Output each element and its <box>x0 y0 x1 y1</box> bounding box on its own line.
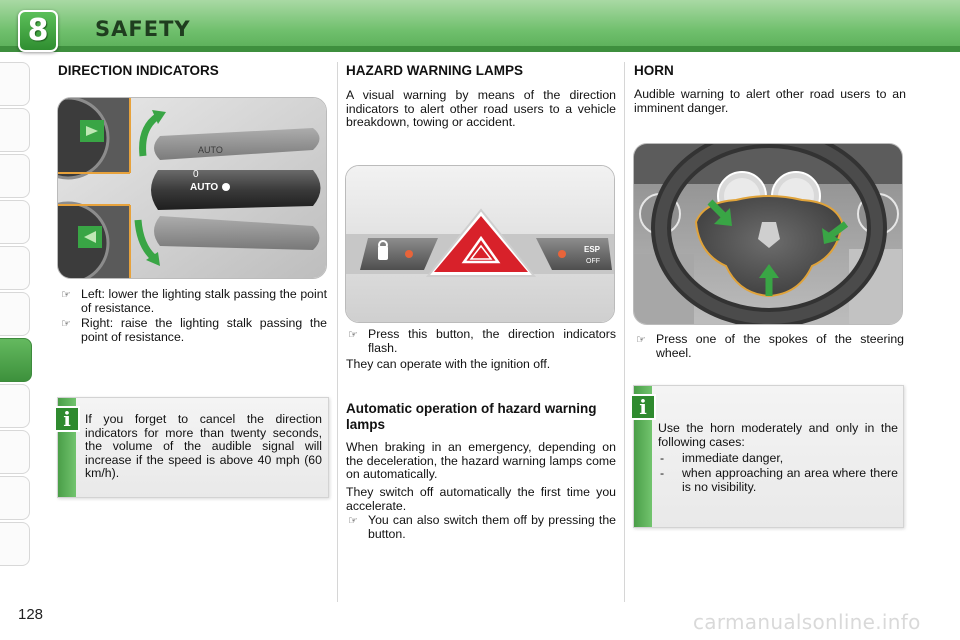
hazard-ignition-note: They can operate with the ignition off. <box>346 357 551 371</box>
automatic-hazard-text-2: They switch off automatically the first time you accelerate. <box>346 485 616 513</box>
stalk-zero-label: 0 <box>193 169 199 180</box>
info-list-item-text: immediate danger, <box>682 451 784 465</box>
pointing-hand-icon: ☞ <box>61 317 71 330</box>
chapter-tab-safety[interactable] <box>0 338 32 382</box>
bullet-text: You can also switch them off by pressing the button. <box>368 513 616 541</box>
horn-intro-text: Audible warning to alert other road users to an imminent danger. <box>634 87 906 115</box>
pointing-hand-icon: ☞ <box>636 333 646 346</box>
lighting-stalk-illustration <box>58 98 327 279</box>
automatic-hazard-text-1: When braking in an emergency, depending on the deceleration, the hazard warning lamps come on automatically. <box>346 440 616 481</box>
chapter-tab-2[interactable] <box>0 108 30 152</box>
pointing-hand-icon: ☞ <box>348 328 358 341</box>
steering-wheel-illustration <box>634 144 903 325</box>
page-number: 128 <box>18 606 44 623</box>
column-divider <box>624 62 625 602</box>
bullet-hazard-switch-off <box>346 514 616 541</box>
bullet-text: Press this button, the direction indicators flash. <box>368 327 616 355</box>
bullet-left-indicator <box>59 288 327 315</box>
chapter-tab-5[interactable] <box>0 246 30 290</box>
lighting-stalk-figure <box>57 97 327 279</box>
info-list-item: - immediate danger, <box>660 451 784 465</box>
bullet-hazard-press <box>346 328 616 355</box>
section-title-horn: HORN <box>634 63 674 78</box>
stalk-auto-label: AUTO <box>190 182 219 193</box>
stalk-auto-label-faded: AUTO <box>198 145 223 155</box>
page-title: SAFETY <box>95 17 191 41</box>
section-title-hazard-warning: HAZARD WARNING LAMPS <box>346 63 523 78</box>
info-text: If you forget to cancel the direction indicators for more than twenty seconds, the volume of the audible signal will increase if the speed is above 40 mph (60 km/h). <box>85 412 322 480</box>
chapter-tabs <box>0 62 34 577</box>
chapter-badge[interactable]: 8 <box>18 10 58 52</box>
chapter-tab-9[interactable] <box>0 430 30 474</box>
hazard-button-illustration <box>346 166 615 323</box>
info-list-item-text: when approaching an area where there is no visibility. <box>682 466 898 494</box>
esp-button-label: ESP <box>584 245 601 254</box>
bullet-text: Left: lower the lighting stalk passing the point of resistance. <box>81 287 327 315</box>
watermark: carmanualsonline.info <box>693 610 921 634</box>
info-text: Use the horn moderately and only in the following cases: <box>658 421 898 449</box>
esp-off-label: OFF <box>586 258 600 265</box>
bullet-text: Press one of the spokes of the steering wheel. <box>656 332 904 360</box>
pointing-hand-icon: ☞ <box>61 288 71 301</box>
chapter-tab-11[interactable] <box>0 522 30 566</box>
chapter-tab-4[interactable] <box>0 200 30 244</box>
bullet-text: Right: raise the lighting stalk passing the point of resistance. <box>81 316 327 344</box>
steering-wheel-figure <box>633 143 903 325</box>
section-title-automatic-hazard: Automatic operation of hazard warning lamps <box>346 401 597 432</box>
bullet-right-indicator <box>59 317 327 344</box>
section-title-direction-indicators: DIRECTION INDICATORS <box>58 63 219 78</box>
chapter-tab-10[interactable] <box>0 476 30 520</box>
bullet-horn-press <box>634 333 904 360</box>
info-list-item: - when approaching an area where there is no visibility. <box>660 466 898 494</box>
column-divider <box>337 62 338 602</box>
header-stripe <box>0 46 960 52</box>
info-box-horn <box>633 385 904 528</box>
pointing-hand-icon: ☞ <box>348 514 358 527</box>
hazard-button-figure <box>345 165 615 323</box>
chapter-tab-3[interactable] <box>0 154 30 198</box>
info-icon: i <box>54 406 80 432</box>
chapter-tab-1[interactable] <box>0 62 30 106</box>
hazard-intro-text: A visual warning by means of the direction indicators to alert other road users to a vehicle breakdown, towing or accident. <box>346 88 616 129</box>
chapter-tab-6[interactable] <box>0 292 30 336</box>
info-box-direction-indicators <box>57 397 329 498</box>
chapter-tab-8[interactable] <box>0 384 30 428</box>
info-icon: i <box>630 394 656 420</box>
